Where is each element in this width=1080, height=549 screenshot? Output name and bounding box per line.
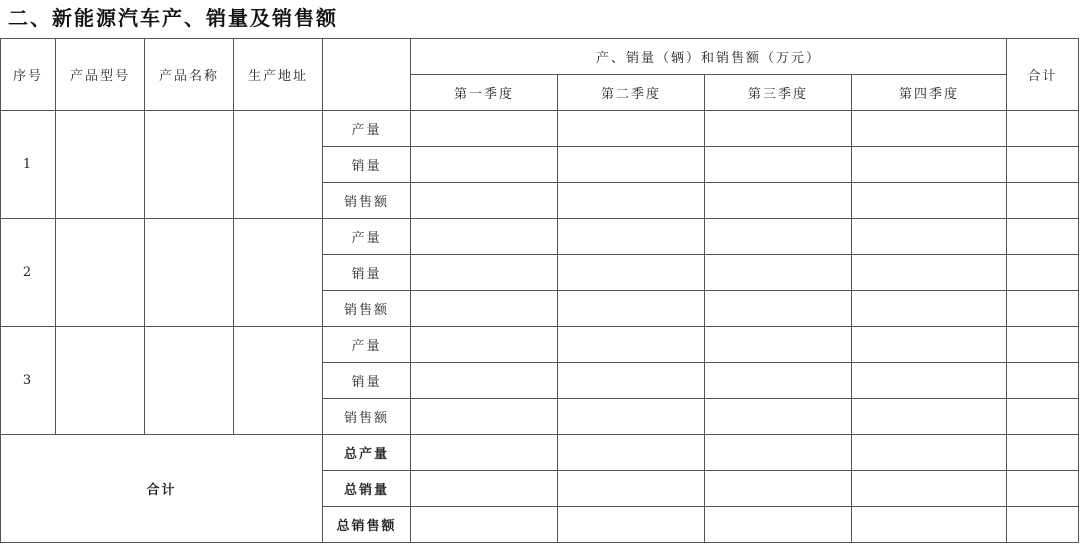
summary-metric-label: 总产量 bbox=[323, 435, 411, 471]
page-title: 二、新能源汽车产、销量及销售额 bbox=[8, 6, 338, 30]
cell-q1[interactable] bbox=[411, 327, 558, 363]
metric-label: 销量 bbox=[323, 363, 411, 399]
metric-label: 销量 bbox=[323, 255, 411, 291]
header-group: 产、销量（辆）和销售额（万元） bbox=[411, 39, 1007, 75]
cell-q4[interactable] bbox=[852, 363, 1007, 399]
metric-label: 产量 bbox=[323, 219, 411, 255]
cell-q4[interactable] bbox=[852, 111, 1007, 147]
cell-q1[interactable] bbox=[411, 507, 558, 543]
cell-total[interactable] bbox=[1007, 471, 1079, 507]
cell-q2[interactable] bbox=[558, 255, 705, 291]
cell-q1[interactable] bbox=[411, 291, 558, 327]
cell-model[interactable] bbox=[56, 219, 145, 327]
cell-q3[interactable] bbox=[705, 435, 852, 471]
cell-model[interactable] bbox=[56, 327, 145, 435]
header-model: 产品型号 bbox=[56, 39, 145, 111]
cell-q3[interactable] bbox=[705, 147, 852, 183]
summary-metric-label: 总销量 bbox=[323, 471, 411, 507]
cell-q2[interactable] bbox=[558, 507, 705, 543]
cell-q2[interactable] bbox=[558, 219, 705, 255]
cell-q2[interactable] bbox=[558, 183, 705, 219]
cell-total[interactable] bbox=[1007, 435, 1079, 471]
cell-total[interactable] bbox=[1007, 363, 1079, 399]
cell-q2[interactable] bbox=[558, 291, 705, 327]
table-row bbox=[1, 111, 1079, 147]
cell-name[interactable] bbox=[145, 327, 234, 435]
cell-name[interactable] bbox=[145, 111, 234, 219]
cell-total[interactable] bbox=[1007, 147, 1079, 183]
cell-q2[interactable] bbox=[558, 399, 705, 435]
cell-total[interactable] bbox=[1007, 255, 1079, 291]
cell-total[interactable] bbox=[1007, 327, 1079, 363]
cell-q4[interactable] bbox=[852, 255, 1007, 291]
cell-q4[interactable] bbox=[852, 183, 1007, 219]
header-quarter-4: 第四季度 bbox=[852, 75, 1007, 111]
cell-total[interactable] bbox=[1007, 399, 1079, 435]
cell-q3[interactable] bbox=[705, 183, 852, 219]
header-quarter-1: 第一季度 bbox=[411, 75, 558, 111]
header-address: 生产地址 bbox=[234, 39, 323, 111]
cell-q4[interactable] bbox=[852, 471, 1007, 507]
cell-q2[interactable] bbox=[558, 111, 705, 147]
cell-q4[interactable] bbox=[852, 147, 1007, 183]
cell-address[interactable] bbox=[234, 219, 323, 327]
cell-q3[interactable] bbox=[705, 219, 852, 255]
header-total: 合计 bbox=[1007, 39, 1079, 111]
metric-label: 产量 bbox=[323, 111, 411, 147]
cell-q1[interactable] bbox=[411, 111, 558, 147]
metric-label: 销售额 bbox=[323, 291, 411, 327]
cell-q2[interactable] bbox=[558, 471, 705, 507]
header-quarter-2: 第二季度 bbox=[558, 75, 705, 111]
metric-label: 销售额 bbox=[323, 399, 411, 435]
cell-q1[interactable] bbox=[411, 147, 558, 183]
table-row bbox=[1, 327, 1079, 363]
cell-q1[interactable] bbox=[411, 471, 558, 507]
header-metric-blank bbox=[323, 39, 411, 111]
cell-total[interactable] bbox=[1007, 183, 1079, 219]
cell-q2[interactable] bbox=[558, 435, 705, 471]
metric-label: 销售额 bbox=[323, 183, 411, 219]
row-seq: 1 bbox=[1, 111, 56, 219]
metric-label: 产量 bbox=[323, 327, 411, 363]
cell-q4[interactable] bbox=[852, 291, 1007, 327]
cell-q1[interactable] bbox=[411, 399, 558, 435]
cell-total[interactable] bbox=[1007, 219, 1079, 255]
cell-q3[interactable] bbox=[705, 507, 852, 543]
cell-q1[interactable] bbox=[411, 219, 558, 255]
cell-q2[interactable] bbox=[558, 363, 705, 399]
cell-q4[interactable] bbox=[852, 507, 1007, 543]
table-row bbox=[1, 219, 1079, 255]
cell-q1[interactable] bbox=[411, 435, 558, 471]
summary-row bbox=[1, 435, 1079, 471]
header-quarter-3: 第三季度 bbox=[705, 75, 852, 111]
cell-q3[interactable] bbox=[705, 363, 852, 399]
cell-q3[interactable] bbox=[705, 291, 852, 327]
cell-q4[interactable] bbox=[852, 399, 1007, 435]
row-seq: 2 bbox=[1, 219, 56, 327]
metric-label: 销量 bbox=[323, 147, 411, 183]
cell-q1[interactable] bbox=[411, 255, 558, 291]
cell-q3[interactable] bbox=[705, 111, 852, 147]
cell-address[interactable] bbox=[234, 327, 323, 435]
header-name: 产品名称 bbox=[145, 39, 234, 111]
cell-q3[interactable] bbox=[705, 471, 852, 507]
cell-total[interactable] bbox=[1007, 111, 1079, 147]
cell-total[interactable] bbox=[1007, 507, 1079, 543]
cell-total[interactable] bbox=[1007, 291, 1079, 327]
cell-q3[interactable] bbox=[705, 255, 852, 291]
summary-metric-label: 总销售额 bbox=[323, 507, 411, 543]
sales-table bbox=[0, 38, 1079, 543]
cell-q1[interactable] bbox=[411, 363, 558, 399]
row-seq: 3 bbox=[1, 327, 56, 435]
cell-name[interactable] bbox=[145, 219, 234, 327]
cell-q2[interactable] bbox=[558, 147, 705, 183]
cell-q4[interactable] bbox=[852, 327, 1007, 363]
cell-q2[interactable] bbox=[558, 327, 705, 363]
cell-q4[interactable] bbox=[852, 219, 1007, 255]
cell-q3[interactable] bbox=[705, 327, 852, 363]
cell-model[interactable] bbox=[56, 111, 145, 219]
header-seq: 序号 bbox=[1, 39, 56, 111]
header-row bbox=[1, 39, 1079, 75]
cell-q4[interactable] bbox=[852, 435, 1007, 471]
summary-label: 合计 bbox=[1, 435, 323, 543]
cell-address[interactable] bbox=[234, 111, 323, 219]
cell-q1[interactable] bbox=[411, 183, 558, 219]
cell-q3[interactable] bbox=[705, 399, 852, 435]
